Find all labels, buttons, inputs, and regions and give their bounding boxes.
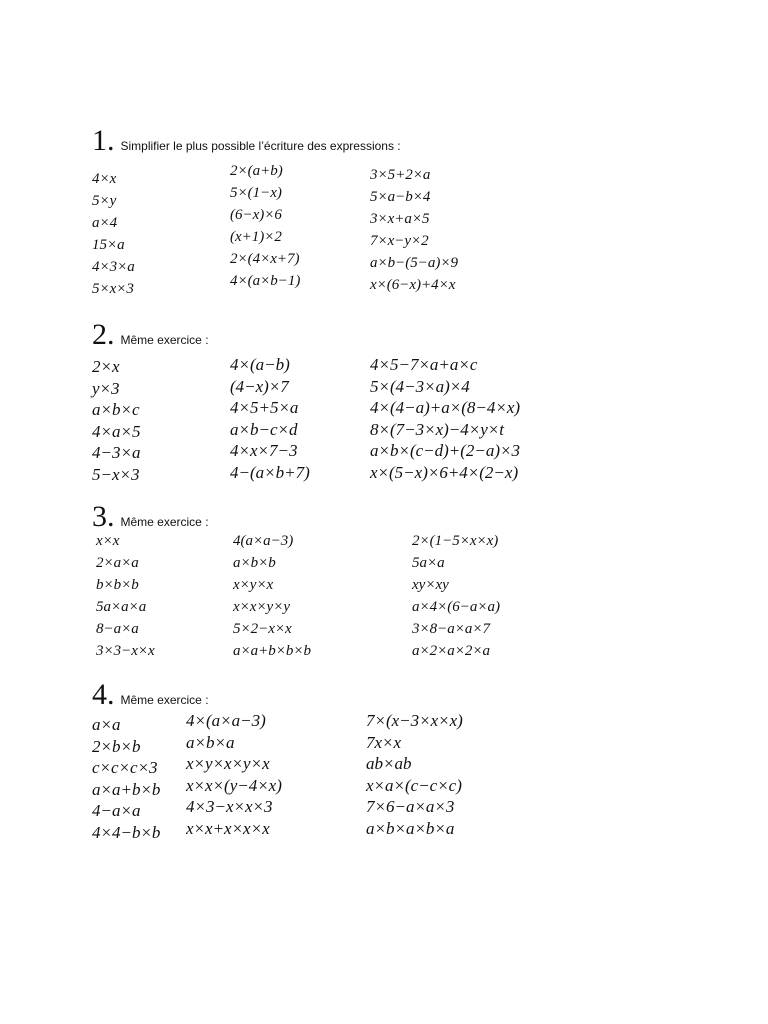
expression: 4×3−x×x×3: [186, 797, 273, 816]
expression: x×x: [96, 533, 120, 549]
expression: 4×4−b×b: [92, 822, 161, 842]
expression: 5a×a: [412, 555, 445, 571]
exercise-instruction: Même exercice :: [120, 693, 209, 707]
expression: x×a×(c−c×c): [366, 775, 462, 795]
expression: x×x+x×x×x: [186, 818, 270, 838]
expression: 4×x: [92, 171, 117, 187]
expression: 3×8−a×a×7: [412, 621, 490, 637]
expression: x×y×x: [233, 577, 274, 593]
expression: 3×3−x×x: [96, 643, 155, 659]
exercise-3-column-3: [412, 530, 500, 662]
expression: 4×3×a: [92, 259, 135, 275]
exercise-3-column-2: [233, 530, 311, 662]
expression: 2×x: [92, 357, 120, 376]
expression: 7×x−y×2: [370, 233, 429, 249]
expression: 5×(1−x): [230, 185, 282, 201]
exercise-instruction: Simplifier le plus possible l’écriture des expressions :: [120, 139, 401, 153]
expression: a×a: [92, 715, 121, 734]
expression: a×b×b: [233, 555, 276, 571]
expression: 7x×x: [366, 732, 402, 752]
exercise-4-column-2: [186, 710, 282, 839]
expression: 4−3×a: [92, 443, 141, 462]
expression: (4−x)×7: [230, 376, 289, 396]
exercise-2-heading: [92, 320, 209, 350]
expression: a×b−c×d: [230, 419, 298, 439]
exercise-4-column-1: [92, 714, 160, 843]
exercise-number: 4.: [92, 678, 115, 711]
exercise-2-column-1: [92, 356, 140, 485]
expression: 3×5+2×a: [370, 167, 431, 183]
expression: 7×6−a×a×3: [366, 797, 455, 816]
expression: 3×x+a×5: [370, 211, 430, 227]
expression: (x+1)×2: [230, 229, 282, 245]
expression: 4×x×7−3: [230, 441, 298, 460]
expression: 2×(1−5×x×x): [412, 533, 499, 549]
expression: 4×(a−b): [230, 355, 290, 374]
exercise-2-column-3: [370, 354, 520, 483]
exercise-1-heading: [92, 126, 401, 156]
expression: 5×(4−3×a)×4: [370, 376, 470, 396]
expression: 4×(a×a−3): [186, 711, 266, 730]
exercise-number: 1.: [92, 124, 115, 157]
expression: 7×(x−3×x×x): [366, 711, 463, 730]
expression: ab×ab: [366, 754, 412, 773]
exercise-2-column-2: [230, 354, 310, 483]
expression: x×(6−x)+4×x: [370, 277, 456, 293]
expression: 5−x×3: [92, 464, 140, 484]
expression: x×x×(y−4×x): [186, 775, 282, 795]
exercise-1-column-3: [370, 164, 458, 296]
expression: a×a+b×b: [92, 779, 161, 799]
expression: xy×xy: [412, 577, 449, 593]
exercise-instruction: Même exercice :: [120, 333, 209, 347]
expression: 8×(7−3×x)−4×y×t: [370, 419, 504, 439]
expression: 4×(4−a)+a×(8−4×x): [370, 398, 521, 417]
expression: a×4×(6−a×a): [412, 599, 500, 615]
expression: c×c×c×3: [92, 758, 158, 777]
expression: 5×2−x×x: [233, 621, 292, 637]
expression: a×b×(c−d)+(2−a)×3: [370, 441, 521, 460]
exercise-1-column-1: [92, 168, 135, 300]
expression: 4×(a×b−1): [230, 273, 301, 289]
exercise-3-column-1: [96, 530, 155, 662]
expression: 2×b×b: [92, 736, 141, 756]
exercise-number: 3.: [92, 500, 115, 533]
expression: 2×a×a: [96, 555, 139, 571]
expression: 8−a×a: [96, 621, 139, 637]
expression: 4−a×a: [92, 801, 141, 820]
expression: 4(a×a−3): [233, 533, 294, 549]
expression: 4−(a×b+7): [230, 462, 310, 482]
expression: (6−x)×6: [230, 207, 282, 223]
exercise-3-heading: [92, 502, 209, 532]
exercise-4-heading: [92, 680, 209, 710]
exercise-4-column-3: [366, 710, 463, 839]
expression: 5a×a×a: [96, 599, 147, 615]
expression: 4×5−7×a+a×c: [370, 355, 478, 374]
expression: x×x×y×y: [233, 599, 290, 615]
expression: 5×a−b×4: [370, 189, 431, 205]
expression: a×4: [92, 215, 118, 231]
expression: 4×5+5×a: [230, 398, 299, 417]
exercise-number: 2.: [92, 318, 115, 351]
expression: a×b−(5−a)×9: [370, 255, 458, 271]
expression: a×2×a×2×a: [412, 643, 490, 659]
expression: 4×a×5: [92, 421, 141, 441]
expression: a×b×c: [92, 400, 140, 419]
expression: b×b×b: [96, 577, 139, 593]
expression: x×(5−x)×6+4×(2−x): [370, 462, 519, 482]
expression: 5×x×3: [92, 281, 134, 297]
expression: a×a+b×b×b: [233, 643, 311, 659]
expression: 2×(4×x+7): [230, 251, 300, 267]
expression: a×b×a×b×a: [366, 818, 455, 838]
exercise-1-column-2: [230, 160, 300, 292]
exercise-instruction: Même exercice :: [120, 515, 209, 529]
expression: y×3: [92, 378, 120, 398]
expression: 2×(a+b): [230, 163, 283, 179]
expression: x×y×x×y×x: [186, 754, 270, 773]
expression: 15×a: [92, 237, 125, 253]
expression: 5×y: [92, 193, 117, 209]
expression: a×b×a: [186, 732, 235, 752]
